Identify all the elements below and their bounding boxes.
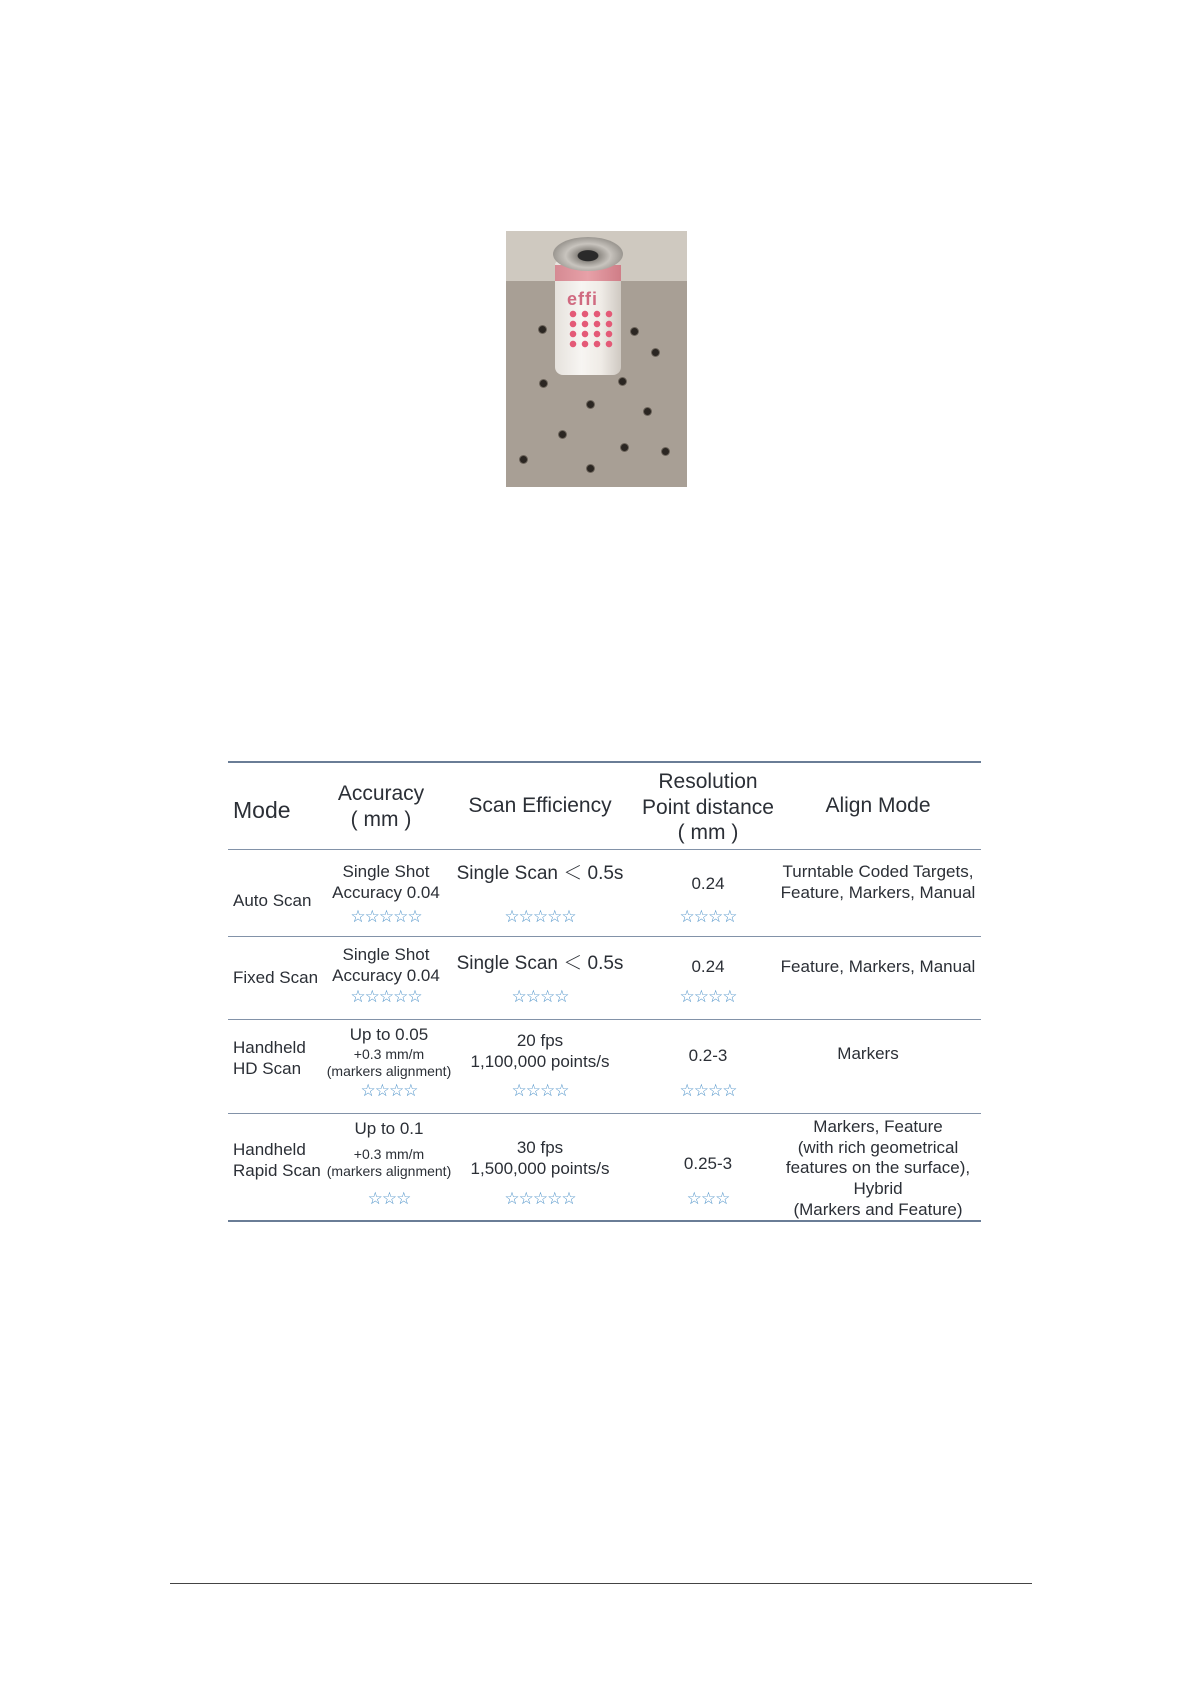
table-top-rule [228, 761, 981, 763]
row2-accuracy-line1: Single Shot [342, 945, 430, 964]
table-bottom-rule [228, 1220, 981, 1222]
row2-efficiency-stars: ☆☆☆☆ [511, 987, 569, 1007]
row3-resolution-stars: ☆☆☆☆ [679, 1081, 737, 1101]
row3-mode-line2: HD Scan [233, 1058, 302, 1078]
row3-efficiency-stars: ☆☆☆☆ [511, 1081, 569, 1101]
target-marker [652, 349, 659, 356]
row1-efficiency: Single Scan ＜ 0.5s [456, 863, 624, 884]
row4-resolution-stars: ☆☆☆ [686, 1189, 730, 1209]
row1-accuracy-stars: ☆☆☆☆☆ [350, 907, 422, 927]
row3-align: Markers [837, 1044, 899, 1063]
row4-align-line3: features on the surface), [785, 1158, 971, 1178]
header-resolution-line1: Resolution [658, 770, 758, 793]
header-rule [228, 849, 981, 850]
header-accuracy [316, 781, 446, 832]
can-top [553, 237, 623, 271]
row3-mode [233, 1038, 328, 1079]
header-resolution [633, 769, 783, 846]
row4-accuracy-line3: (markers alignment) [326, 1162, 452, 1179]
target-marker [631, 328, 638, 335]
header-align-mode: Align Mode [825, 794, 931, 817]
row3-rule [228, 1113, 981, 1114]
header-accuracy-line2: ( mm ) [350, 807, 412, 831]
row4-align-line2: (with rich geometrical [797, 1137, 959, 1157]
target-marker [559, 431, 566, 438]
row3-accuracy-line1: Up to 0.05 [349, 1025, 429, 1044]
row1-rule [228, 936, 981, 937]
target-marker [539, 326, 546, 333]
header-resolution-line2: Point distance [642, 795, 774, 819]
header-mode: Mode [233, 797, 291, 823]
header-scan-efficiency: Scan Efficiency [468, 794, 612, 817]
row3-accuracy-stars: ☆☆☆☆ [360, 1081, 418, 1101]
target-marker [662, 448, 669, 455]
scan-sample-photo [506, 231, 687, 487]
row4-mode [233, 1140, 328, 1181]
row4-align-line5: (Markers and Feature) [793, 1199, 963, 1219]
row4-accuracy [322, 1119, 456, 1180]
row1-align-line2: Feature, Markers, Manual [780, 882, 976, 902]
row4-efficiency-line2: 1,500,000 points/s [470, 1158, 610, 1178]
target-marker [621, 444, 628, 451]
row4-efficiency [450, 1138, 630, 1179]
target-marker [619, 378, 626, 385]
row1-accuracy-line1: Single Shot [342, 862, 430, 881]
can-logo: effi [567, 289, 598, 309]
row2-resolution-stars: ☆☆☆☆ [679, 987, 737, 1007]
target-marker [587, 465, 594, 472]
target-marker [587, 401, 594, 408]
row4-efficiency-stars: ☆☆☆☆☆ [504, 1189, 576, 1209]
row2-align: Feature, Markers, Manual [780, 957, 976, 976]
row4-mode-line2: Rapid Scan [233, 1160, 321, 1180]
row2-accuracy-line2: Accuracy 0.04 [332, 965, 440, 985]
row1-efficiency-stars: ☆☆☆☆☆ [504, 907, 576, 927]
row2-resolution: 0.24 [691, 957, 725, 976]
row1-resolution-stars: ☆☆☆☆ [679, 907, 737, 927]
row2-accuracy-stars: ☆☆☆☆☆ [350, 987, 422, 1007]
target-marker [644, 408, 651, 415]
header-resolution-line3: ( mm ) [677, 821, 739, 845]
row3-efficiency-line1: 20 fps [516, 1031, 564, 1050]
row1-accuracy-line2: Accuracy 0.04 [332, 882, 440, 902]
row4-mode-line1: Handheld [233, 1140, 306, 1159]
row4-align-line4: Hybrid [853, 1179, 903, 1199]
can-dots [567, 309, 615, 349]
photo-can [553, 237, 623, 377]
row3-efficiency [450, 1031, 630, 1072]
row3-accuracy [322, 1025, 456, 1080]
row2-rule [228, 1019, 981, 1020]
row4-accuracy-stars: ☆☆☆ [367, 1189, 411, 1209]
row3-resolution: 0.2-3 [688, 1046, 728, 1065]
row2-mode: Fixed Scan [233, 968, 319, 987]
row4-align-line1: Markers, Feature [813, 1117, 943, 1136]
row3-accuracy-line2: +0.3 mm/m [353, 1045, 425, 1062]
row2-accuracy [326, 945, 446, 986]
header-accuracy-line1: Accuracy [337, 782, 425, 805]
target-marker [540, 380, 547, 387]
target-marker [520, 456, 527, 463]
row4-accuracy-line1: Up to 0.1 [354, 1119, 424, 1138]
row1-mode: Auto Scan [233, 891, 312, 910]
row1-resolution: 0.24 [691, 874, 725, 893]
row4-resolution: 0.25-3 [683, 1154, 733, 1173]
row4-accuracy-line2: +0.3 mm/m [353, 1145, 425, 1162]
row1-align [773, 862, 983, 903]
row4-align [773, 1117, 983, 1221]
row1-accuracy [326, 862, 446, 903]
row3-efficiency-line2: 1,100,000 points/s [470, 1051, 610, 1071]
row3-accuracy-line3: (markers alignment) [326, 1062, 452, 1079]
row4-efficiency-line1: 30 fps [516, 1138, 564, 1157]
row1-align-line1: Turntable Coded Targets, [782, 862, 974, 881]
row3-mode-line1: Handheld [233, 1038, 306, 1057]
row2-efficiency: Single Scan ＜ 0.5s [456, 953, 624, 974]
footer-rule [170, 1583, 1032, 1584]
